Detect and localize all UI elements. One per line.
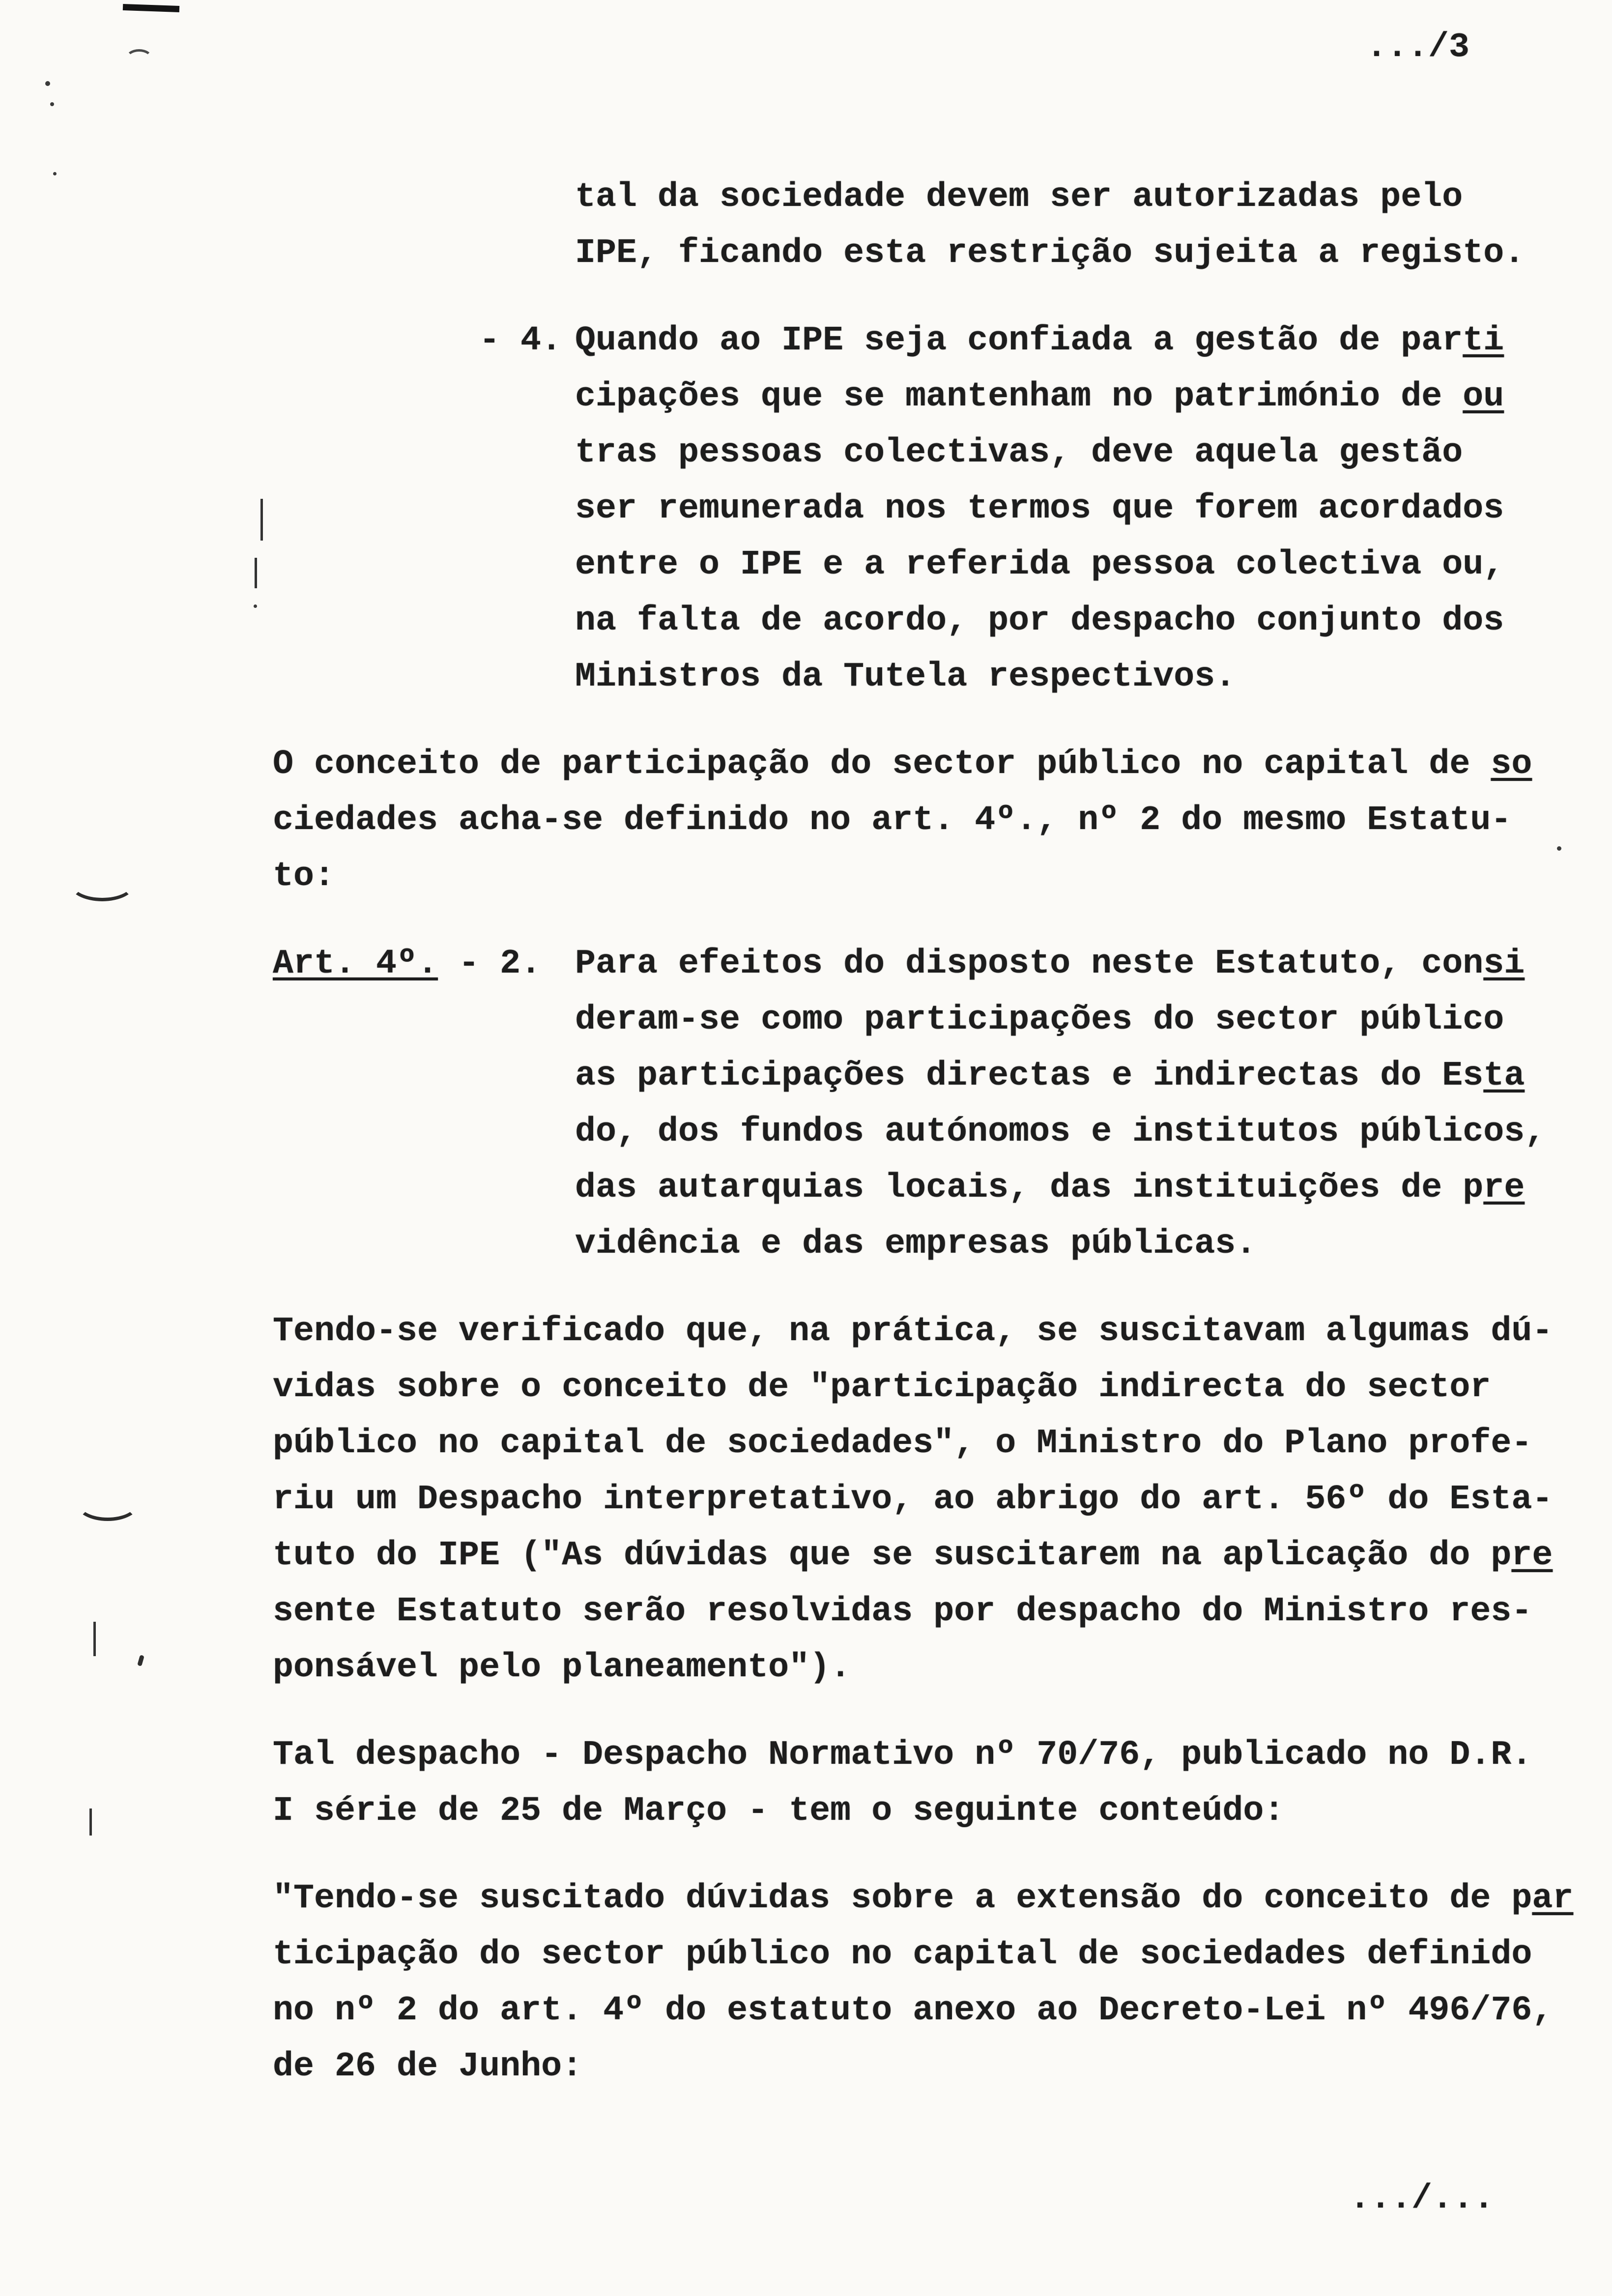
text-line: Quando ao IPE seja confiada a gestão de parti	[575, 321, 1504, 360]
scan-artifact	[69, 865, 136, 901]
page-number: .../3	[1366, 28, 1469, 67]
text-line: vidência e das empresas públicas.	[575, 1225, 1257, 1263]
scan-artifact	[93, 1622, 96, 1656]
text-line: ser remunerada nos termos que forem acordados	[575, 489, 1504, 528]
paragraph-block	[273, 737, 1592, 905]
text-line: do, dos fundos autónomos e institutos públicos,	[575, 1113, 1546, 1151]
scan-artifact	[123, 4, 179, 12]
text-line: no nº 2 do art. 4º do estatuto anexo ao Decreto-Lei nº 496/76,	[273, 1991, 1553, 2030]
text-line: O conceito de participação do sector público no capital de so	[273, 745, 1532, 784]
scan-artifact	[50, 102, 54, 106]
continuation-mark: .../...	[1349, 2180, 1494, 2218]
text-line: ciedades acha-se definido no art. 4º., nº 2 do mesmo Estatu-	[273, 801, 1512, 840]
text-line: Tendo-se verificado que, na prática, se suscitavam algumas dú-	[273, 1312, 1553, 1351]
paragraph-block	[273, 1727, 1592, 1839]
text-line: das autarquias locais, das instituições de pre	[575, 1169, 1525, 1207]
list-marker: - 4.	[479, 321, 562, 360]
text-line: "Tendo-se suscitado dúvidas sobre a extensão do conceito de par	[273, 1879, 1574, 1918]
paragraph-block	[273, 936, 1592, 1272]
scan-artifact	[53, 172, 57, 175]
paragraph-block	[479, 313, 1592, 705]
text-line: entre o IPE e a referida pessoa colectiva ou,	[575, 545, 1504, 584]
scan-artifact	[255, 558, 257, 588]
document-body	[273, 170, 1592, 2126]
text-line: vidas sobre o conceito de "participação indirecta do sector	[273, 1368, 1491, 1407]
text-line: cipações que se mantenham no património de ou	[575, 377, 1504, 416]
text-line: Ministros da Tutela respectivos.	[575, 658, 1236, 696]
text-line: tras pessoas colectivas, deve aquela gestão	[575, 433, 1463, 472]
scan-artifact	[45, 81, 50, 86]
scan-artifact	[260, 499, 263, 541]
paragraph-block	[575, 170, 1592, 282]
text-line: tuto do IPE ("As dúvidas que se suscitarem na aplicação do pre	[273, 1536, 1553, 1575]
text-line: tal da sociedade devem ser autorizadas pelo	[575, 178, 1463, 217]
text-line: na falta de acordo, por despacho conjunto dos	[575, 602, 1504, 640]
text-line: riu um Despacho interpretativo, ao abrigo do art. 56º do Esta-	[273, 1480, 1553, 1519]
text-line: IPE, ficando esta restrição sujeita a registo.	[575, 234, 1525, 273]
text-line: ticipação do sector público no capital de sociedades definido	[273, 1935, 1532, 1974]
scan-artifact	[125, 49, 153, 69]
scan-artifact	[76, 1487, 139, 1521]
text-line: Tal despacho - Despacho Normativo nº 70/76, publicado no D.R.	[273, 1736, 1532, 1775]
text-line: público no capital de sociedades", o Ministro do Plano profe-	[273, 1424, 1532, 1463]
paragraph-block	[273, 1304, 1592, 1696]
text-line: I série de 25 de Março - tem o seguinte conteúdo:	[273, 1792, 1285, 1831]
text-line: as participações directas e indirectas do Esta	[575, 1057, 1525, 1095]
text-line: de 26 de Junho:	[273, 2047, 583, 2086]
text-line: to:	[273, 857, 335, 896]
text-line: ponsável pelo planeamento").	[273, 1648, 851, 1687]
scan-artifact	[137, 1655, 144, 1666]
text-line: deram-se como participações do sector público	[575, 1001, 1504, 1039]
scan-artifact	[89, 1808, 92, 1836]
paragraph-block	[273, 1871, 1592, 2095]
text-line: sente Estatuto serão resolvidas por despacho do Ministro res-	[273, 1592, 1532, 1631]
scan-artifact	[254, 604, 257, 608]
list-marker: Art. 4º. - 2.	[273, 945, 542, 983]
text-line: Para efeitos do disposto neste Estatuto, consi	[575, 945, 1525, 983]
